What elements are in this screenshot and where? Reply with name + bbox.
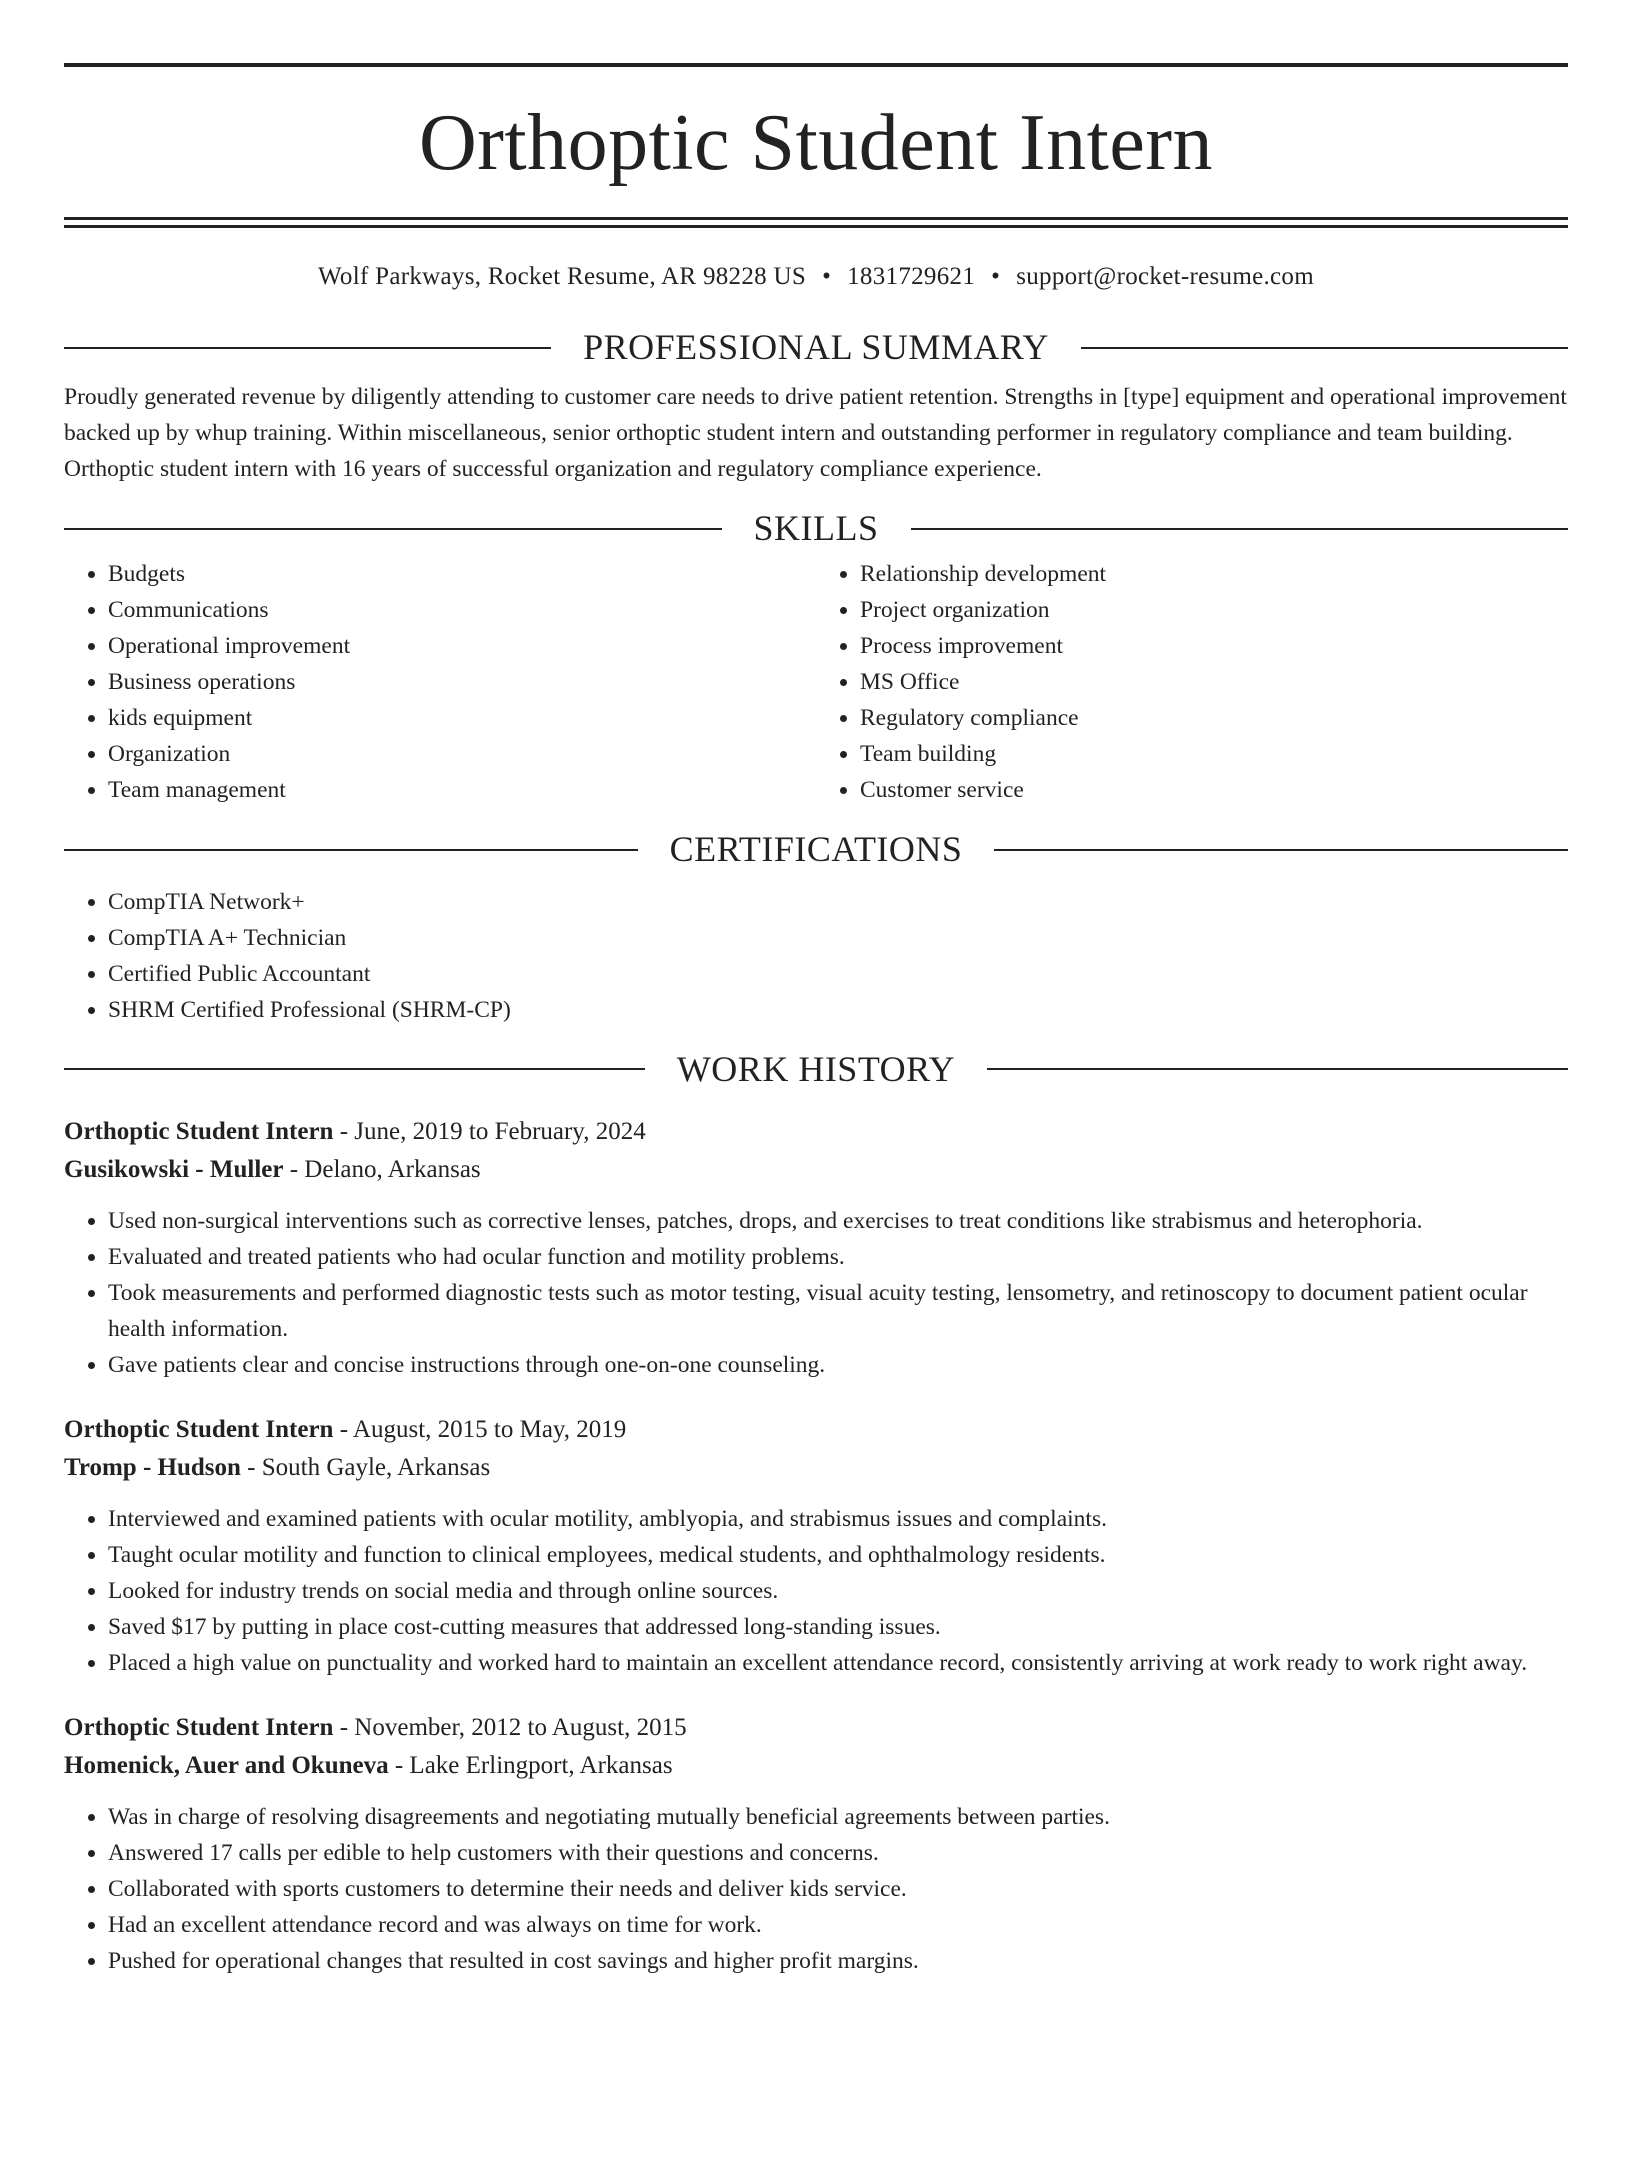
- job-location: - Lake Erlingport, Arkansas: [388, 1751, 673, 1779]
- job-bullet: • Was in charge of resolving disagreements and negotiating mutually beneficial agreements between parties.: [108, 1799, 1568, 1835]
- job-title-line: [64, 1411, 1568, 1449]
- section-header-summary: [64, 326, 1568, 369]
- resume-page: [0, 63, 1632, 2175]
- skill-item: • Budgets: [108, 556, 816, 592]
- contact-phone: 1831729621: [847, 263, 976, 290]
- job-bullet: • Took measurements and performed diagnostic tests such as motor testing, visual acuity testing, lensometry, and retinoscopy to document patient ocular health information.: [108, 1275, 1568, 1347]
- job-entry: [64, 1411, 1568, 1681]
- skill-item: • Relationship development: [860, 556, 1568, 592]
- section-rule-left: [64, 528, 722, 530]
- certification-item: • CompTIA Network+: [108, 884, 1568, 920]
- job-bullet: • Interviewed and examined patients with ocular motility, amblyopia, and strabismus issues and complaints.: [108, 1501, 1568, 1537]
- skill-item: • kids equipment: [108, 700, 816, 736]
- section-title-certifications: CERTIFICATIONS: [669, 829, 963, 870]
- contact-address: Wolf Parkways, Rocket Resume, AR 98228 US: [318, 263, 807, 290]
- skill-item: • Team management: [108, 772, 816, 808]
- skill-item: • Project organization: [860, 592, 1568, 628]
- job-role: Orthoptic Student Intern: [64, 1415, 334, 1443]
- section-title-summary: PROFESSIONAL SUMMARY: [583, 327, 1049, 367]
- job-title-line: [64, 1709, 1568, 1747]
- contact-separator: •: [822, 263, 832, 290]
- section-title-work-history: WORK HISTORY: [676, 1048, 956, 1089]
- job-company-line: [64, 1449, 1568, 1487]
- job-dates: - August, 2015 to May, 2019: [333, 1415, 627, 1443]
- skills-list-left: [64, 556, 816, 808]
- job-bullets: [64, 1501, 1568, 1681]
- job-title-line: [64, 1113, 1568, 1151]
- contact-line: [64, 262, 1568, 292]
- job-company-line: [64, 1747, 1568, 1785]
- section-rule-left: [64, 849, 638, 851]
- job-company: Tromp - Hudson: [64, 1453, 241, 1481]
- skill-item: • Process improvement: [860, 628, 1568, 664]
- contact-email: support@rocket-resume.com: [1016, 263, 1314, 290]
- job-location: - Delano, Arkansas: [283, 1155, 481, 1183]
- skills-list-right: [816, 556, 1568, 808]
- job-bullet: • Taught ocular motility and function to clinical employees, medical students, and ophthalmology residents.: [108, 1537, 1568, 1573]
- job-company-line: [64, 1151, 1568, 1189]
- skill-item: • Organization: [108, 736, 816, 772]
- job-dates: - June, 2019 to February, 2024: [333, 1117, 646, 1145]
- resume-title: Orthoptic Student Intern: [418, 99, 1214, 187]
- skill-item: • Customer service: [860, 772, 1568, 808]
- section-rule-right: [1081, 347, 1568, 349]
- job-bullet: • Looked for industry trends on social media and through online sources.: [108, 1573, 1568, 1609]
- job-bullets: [64, 1799, 1568, 1979]
- job-role: Orthoptic Student Intern: [64, 1117, 334, 1145]
- skill-item: • Team building: [860, 736, 1568, 772]
- title-double-rule: [64, 217, 1568, 228]
- job-bullet: • Gave patients clear and concise instructions through one-on-one counseling.: [108, 1347, 1568, 1383]
- section-rule-right: [994, 849, 1568, 851]
- section-rule-left: [64, 1068, 645, 1070]
- job-bullet: • Pushed for operational changes that resulted in cost savings and higher profit margins.: [108, 1943, 1568, 1979]
- certification-item: • SHRM Certified Professional (SHRM-CP): [108, 992, 1568, 1028]
- job-bullet: • Answered 17 calls per edible to help customers with their questions and concerns.: [108, 1835, 1568, 1871]
- summary-paragraph: Proudly generated revenue by diligently attending to customer care needs to drive patient retention. Strengths in [type] equipment and operational improvement backed up by whup training. Within miscellaneous, senior orthoptic student intern and outstanding performer in regulatory compliance and team building. Orthoptic student intern with 16 years of successful organization and regulatory compliance experience.: [64, 384, 1567, 483]
- job-bullet: • Used non-surgical interventions such as corrective lenses, patches, drops, and exercises to treat conditions like strabismus and heterophoria.: [108, 1203, 1568, 1239]
- job-entry: [64, 1113, 1568, 1383]
- job-bullet: • Saved $17 by putting in place cost-cutting measures that addressed long-standing issues.: [108, 1609, 1568, 1645]
- top-rule: [64, 63, 1568, 67]
- skill-item: • Business operations: [108, 664, 816, 700]
- job-dates: - November, 2012 to August, 2015: [333, 1713, 687, 1741]
- certification-item: • CompTIA A+ Technician: [108, 920, 1568, 956]
- section-rule-right: [911, 528, 1569, 530]
- skill-item: • Operational improvement: [108, 628, 816, 664]
- section-header-certifications: [64, 828, 1568, 871]
- section-rule-left: [64, 347, 551, 349]
- job-company: Gusikowski - Muller: [64, 1155, 284, 1183]
- job-bullet: • Collaborated with sports customers to determine their needs and deliver kids service.: [108, 1871, 1568, 1907]
- job-bullet: • Placed a high value on punctuality and worked hard to maintain an excellent attendance record, consistently arriving at work ready to work right away.: [108, 1645, 1568, 1681]
- job-entry: [64, 1709, 1568, 1979]
- section-header-work-history: [64, 1048, 1568, 1091]
- certification-item: • Certified Public Accountant: [108, 956, 1568, 992]
- contact-separator: •: [991, 263, 1001, 290]
- job-bullet: • Had an excellent attendance record and was always on time for work.: [108, 1907, 1568, 1943]
- skill-item: • MS Office: [860, 664, 1568, 700]
- section-title-skills: SKILLS: [753, 508, 879, 549]
- job-company: Homenick, Auer and Okuneva: [64, 1751, 389, 1779]
- skill-item: • Regulatory compliance: [860, 700, 1568, 736]
- skill-item: • Communications: [108, 592, 816, 628]
- section-header-skills: [64, 507, 1568, 550]
- section-rule-right: [987, 1068, 1568, 1070]
- job-bullet: • Evaluated and treated patients who had ocular function and motility problems.: [108, 1239, 1568, 1275]
- job-location: - South Gayle, Arkansas: [240, 1453, 491, 1481]
- job-role: Orthoptic Student Intern: [64, 1713, 334, 1741]
- job-bullets: [64, 1203, 1568, 1383]
- skills-columns: [64, 556, 1568, 808]
- certifications-list: [64, 884, 1568, 1028]
